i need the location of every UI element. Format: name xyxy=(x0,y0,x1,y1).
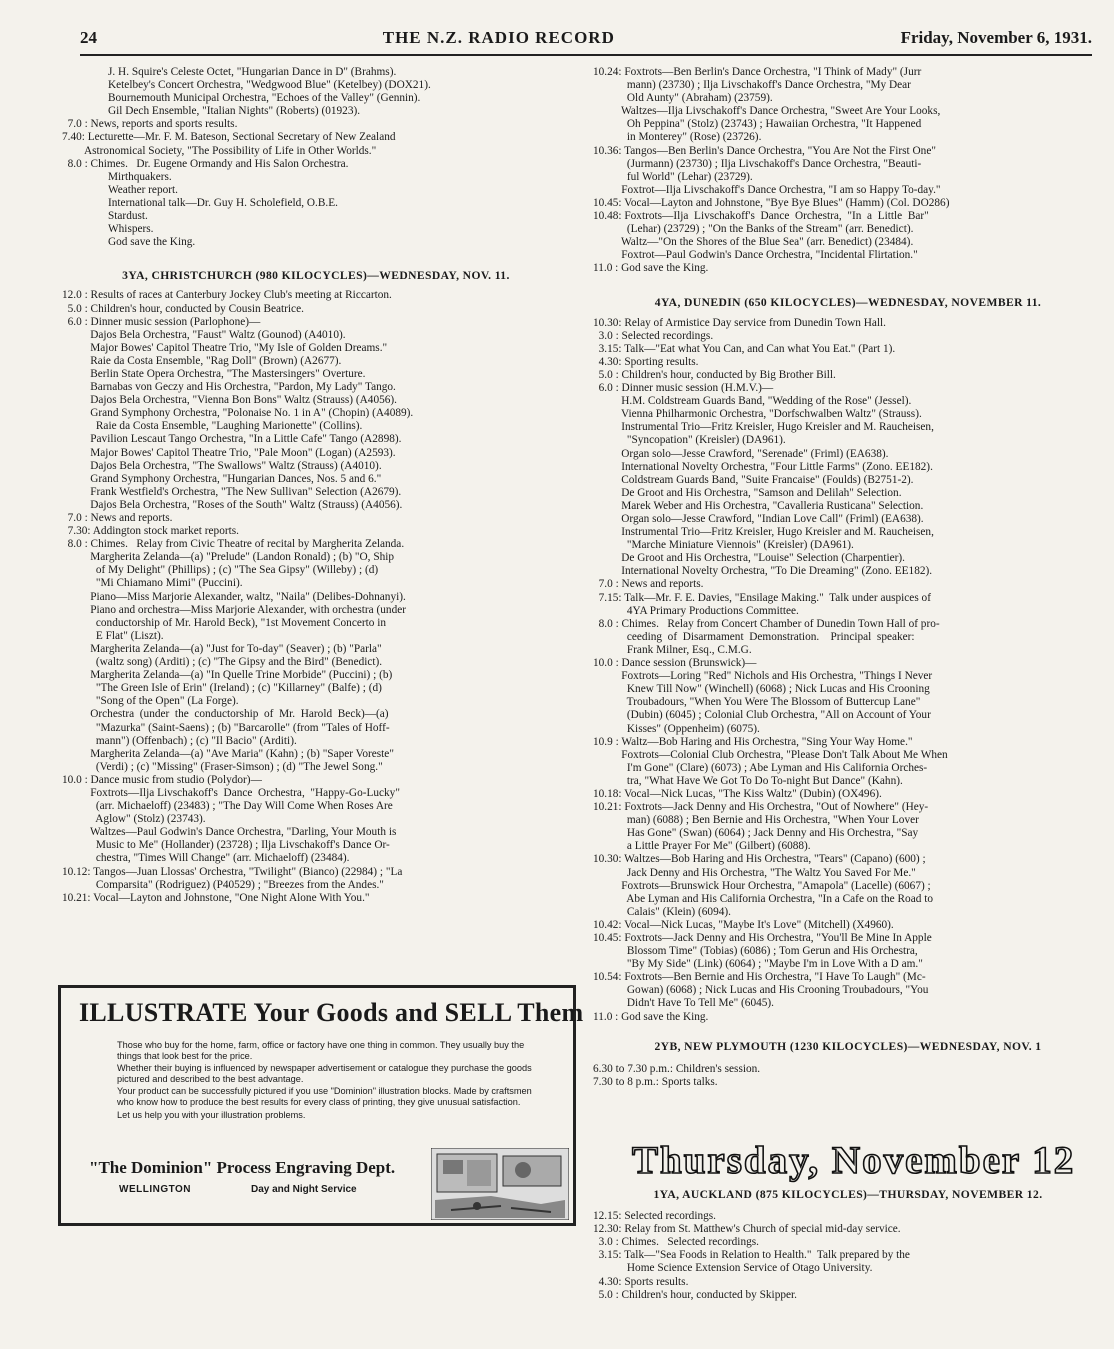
listing-line: (Dubin) (6045) ; Colonial Club Orchestra, "All on Account of Your xyxy=(593,709,931,722)
listing-line: 7.15: Talk—Mr. F. E. Davies, "Ensilage Making." Talk under auspices of xyxy=(593,591,931,604)
listing-line: 3.15: Talk—"Eat what You Can, and Can what You Eat." (Part 1). xyxy=(593,342,896,355)
listing-line: 10.21: Vocal—Layton and Johnstone, "One Night Alone With You." xyxy=(62,891,370,904)
ad-body xyxy=(117,1040,537,1122)
listing-line: 8.0 : Chimes. Relay from Civic Theatre of recital by Margherita Zelanda. xyxy=(62,538,405,551)
listing-3ya xyxy=(62,289,570,904)
listing-line: Abe Lyman and His California Orchestra, "In a Cafe on the Road to xyxy=(593,892,933,905)
listing-line: 12.0 : Results of races at Canterbury Jockey Club's meeting at Riccarton. xyxy=(62,289,392,302)
listing-line: 4.30: Sports results. xyxy=(593,1275,689,1288)
listing-line: Has Gone" (Swan) (6064) ; Jack Denny and His Orchestra, "Say xyxy=(593,827,919,840)
listing-line: Aglow" (Stolz) (23743). xyxy=(62,813,206,826)
listing-line: 8.0 : Chimes. Dr. Eugene Ormandy and His Salon Orchestra. xyxy=(62,157,349,170)
section-heading-4ya: 4YA, DUNEDIN (650 KILOCYCLES)—WEDNESDAY, NOVEMBER 11. xyxy=(654,295,1042,309)
engraving-illustration xyxy=(431,1148,569,1220)
listing-line: a Little Prayer For Me" (Gilbert) (6088). xyxy=(593,840,811,853)
day-heading: Thursday, November 12 xyxy=(632,1139,1076,1182)
listing-line: Piano—Miss Marjorie Alexander, waltz, "Naila" (Delibes-Dohnanyi). xyxy=(62,590,406,603)
listing-line: Orchestra (under the conductorship of Mr. Harold Beck)—(a) xyxy=(62,708,389,721)
listing-line: Marek Weber and His Orchestra, "Cavalleria Rusticana" Selection. xyxy=(593,499,924,512)
listing-line: 10.9 : Waltz—Bob Haring and His Orchestra, "Sing Your Way Home." xyxy=(593,735,913,748)
listing-line: "Song of the Open" (La Forge). xyxy=(62,695,239,708)
listing-line: "Mi Chiamano Mimi" (Puccini). xyxy=(62,577,243,590)
listing-line: Gowan) (6068) ; Nick Lucas and His Crooning Troubadours, "You xyxy=(593,984,929,997)
listing-line: Barnabas von Geczy and His Orchestra, "Pardon, My Lady" Tango. xyxy=(62,381,396,394)
listing-line: Frank Westfield's Orchestra, "The New Sullivan" Selection (A2679). xyxy=(62,485,402,498)
listing-line: 10.45: Foxtrots—Jack Denny and His Orchestra, "You'll Be Mine In Apple xyxy=(593,932,932,944)
ad-company: "The Dominion" Process Engraving Dept. xyxy=(89,1158,396,1177)
listing-line: E Flat" (Liszt). xyxy=(62,629,164,642)
listing-line: Blossom Time" (Tobias) (6086) ; Tom Gerun and His Orchestra, xyxy=(593,945,918,958)
listing-line: 5.0 : Children's hour, conducted by Cousin Beatrice. xyxy=(62,302,304,315)
listing-line: 12.15: Selected recordings. xyxy=(593,1210,716,1223)
listing-line: (waltz song) (Arditi) ; (c) "The Gipsy and the Bird" (Benedict). xyxy=(62,656,383,669)
listing-line: 10.30: Relay of Armistice Day service from Dunedin Town Hall. xyxy=(593,316,886,329)
listing-line: Stardust. xyxy=(108,210,148,223)
page-header xyxy=(80,28,1092,54)
listing-line: Oh Peppina" (Stolz) (23743) ; Hawaiian Orchestra, "It Happened xyxy=(593,118,922,131)
listing-line: Troubadours, "When You Were The Blossom of Buttercup Lane" xyxy=(593,696,921,709)
listing-line: 7.40: Lecturette—Mr. F. M. Bateson, Sectional Secretary of New Zealand xyxy=(62,131,396,144)
listing-line: man) (6088) ; Ben Bernie and His Orchestra, "When Your Lover xyxy=(593,814,919,827)
listing-line: 11.0 : God save the King. xyxy=(593,1010,709,1023)
listing-line: 4YA Primary Productions Committee. xyxy=(593,604,799,617)
listing-line: 10.18: Vocal—Nick Lucas, "The Kiss Waltz" (Dubin) (OX496). xyxy=(593,787,882,800)
listing-line: 6.30 to 7.30 p.m.: Children's session. xyxy=(593,1062,761,1075)
listing-line: (arr. Michaeloff) (23483) ; "The Day Will Come When Roses Are xyxy=(62,800,393,813)
listing-line: 10.48: Foxtrots—Ilja Livschakoff's Dance Orchestra, "In a Little Bar" xyxy=(593,210,929,223)
listing-1ya xyxy=(593,1210,1103,1302)
listing-line: Weather report. xyxy=(108,183,178,196)
listing-line: Margherita Zelanda—(a) "Prelude" (Landon Ronald) ; (b) "O, Ship xyxy=(62,551,395,564)
listing-line: Foxtrot—Ilja Livschakoff's Dance Orchestra, "I am so Happy To-day." xyxy=(593,183,941,196)
listing-line: Comparsita" (Rodriguez) (P40529) ; "Breezes from the Andes." xyxy=(62,878,384,891)
listing-line: ceeding of Disarmament Demonstration. Principal speaker: xyxy=(593,630,915,643)
listing-line: 7.0 : News and reports. xyxy=(593,578,704,591)
listing-line: Dajos Bela Orchestra, "The Swallows" Waltz (Strauss) (A4010). xyxy=(62,459,382,472)
listing-line: Ketelbey's Concert Orchestra, "Wedgwood Blue" (Ketelbey) (DOX21). xyxy=(108,79,431,92)
listing-line: in Monterey" (Rose) (23726). xyxy=(593,131,762,144)
listing-line: of My Delight" (Phillips) ; (c) "The Sea Gipsy" (Willeby) ; (d) xyxy=(62,564,379,577)
listing-line: Didn't Have To Tell Me" (6045). xyxy=(593,997,774,1010)
listing-line: Grand Symphony Orchestra, "Polonaise No. 1 in A" (Chopin) (A4089). xyxy=(62,407,414,420)
listing-line: "The Green Isle of Erin" (Ireland) ; (c) "Killarney" (Balfe) ; (d) xyxy=(62,682,382,695)
listing-line: 5.0 : Children's hour, conducted by Skipper. xyxy=(593,1288,797,1301)
listing-line: Foxtrots—Ilja Livschakoff's Dance Orchestra, "Happy-Go-Lucky" xyxy=(62,786,400,799)
issue-date: Friday, November 6, 1931. xyxy=(900,28,1092,47)
listing-line: 3.0 : Selected recordings. xyxy=(593,329,714,342)
listing-line: 5.0 : Children's hour, conducted by Big Brother Bill. xyxy=(593,368,836,381)
listing-line: 7.0 : News, reports and sports results. xyxy=(62,118,238,131)
listing-line: 10.42: Vocal—Nick Lucas, "Maybe It's Love" (Mitchell) (X4960). xyxy=(593,918,894,931)
listing-line: Raie da Costa Ensemble, "Laughing Marionette" (Collins). xyxy=(62,420,363,433)
listing-line: 10.21: Foxtrots—Jack Denny and His Orchestra, "Out of Nowhere" (Hey- xyxy=(593,801,929,814)
listing-line: Calais" (Klein) (6094). xyxy=(593,905,731,918)
ad-paragraph: Whether their buying is influenced by newspaper advertisement or catalogue they purchase the goods pictured and described to the best advantage. xyxy=(117,1063,532,1084)
listing-line: Dajos Bela Orchestra, "Roses of the South" Waltz (Strauss) (A4056). xyxy=(62,498,403,511)
listing-line: Raie da Costa Ensemble, "Rag Doll" (Brown) (A2677). xyxy=(62,354,342,367)
listing-4ya xyxy=(593,317,1103,1024)
listing-line: Pavilion Lescaut Tango Orchestra, "In a Little Cafe" Tango (A2898). xyxy=(62,433,402,446)
listing-line: "Marche Miniature Viennois" (Kreisler) (DA961). xyxy=(593,539,854,552)
right-column xyxy=(593,66,1103,1089)
listing-line: mann") (Offenbach) ; (c) "Il Bacio" (Arditi). xyxy=(62,734,297,747)
listing-line: Gil Dech Ensemble, "Italian Nights" (Roberts) (01923). xyxy=(108,105,361,118)
publication-title: THE N.Z. RADIO RECORD xyxy=(382,28,615,47)
listing-line: God save the King. xyxy=(108,236,196,249)
ad-city: WELLINGTON xyxy=(119,1184,192,1195)
listing-line: Astronomical Society, "The Possibility of Life in Other Worlds." xyxy=(62,144,377,157)
listing-line: Dajos Bela Orchestra, "Faust" Waltz (Gounod) (A4010). xyxy=(62,328,346,341)
listing-line: Major Bowes' Capitol Theatre Trio, "My Isle of Golden Dreams." xyxy=(62,341,388,354)
listing-line: Foxtrots—Loring "Red" Nichols and His Orchestra, "Things I Never xyxy=(593,670,933,683)
right-bottom-column xyxy=(593,1188,1103,1302)
section-heading-1ya: 1YA, AUCKLAND (875 KILOCYCLES)—THURSDAY, NOVEMBER 12. xyxy=(653,1188,1043,1201)
ad-paragraph: Your product can be successfully pictured if you use "Dominion" illustration blocks. Made by craftsmen who know how to produce the best results for every class of printing, they give unusual satisfaction. xyxy=(117,1086,532,1107)
listing-line: Instrumental Trio—Fritz Kreisler, Hugo Kreisler and M. Raucheisen, xyxy=(593,421,934,434)
listing-line: Frank Milner, Esq., C.M.G. xyxy=(593,643,752,656)
listing-line: 8.0 : Chimes. Relay from Concert Chamber of Dunedin Town Hall of pro- xyxy=(593,617,940,630)
section-heading-2yb: 2YB, NEW PLYMOUTH (1230 KILOCYCLES)—WEDNESDAY, NOV. 1 xyxy=(654,1039,1042,1053)
listing-2yb xyxy=(593,1063,1103,1089)
listing-line: (Jurmann) (23730) ; Ilja Livschakoff's Dance Orchestra, "Beauti- xyxy=(593,157,922,170)
listing-line: Coldstream Guards Band, "Suite Francaise" (Foulds) (B2751-2). xyxy=(593,473,914,486)
listing-line: Home Science Extension Service of Otago University. xyxy=(593,1262,873,1275)
page-number: 24 xyxy=(80,28,97,47)
listing-line: Foxtrot—Paul Godwin's Dance Orchestra, "Incidental Flirtation." xyxy=(593,249,918,262)
left-top-listing xyxy=(62,66,570,249)
listing-line: conductorship of Mr. Harold Beck), "1st Movement Concerto in xyxy=(62,616,387,629)
listing-line: Old Aunty" (Abraham) (23759). xyxy=(593,92,773,105)
listing-line: 6.0 : Dinner music session (Parlophone)— xyxy=(62,315,261,328)
listing-line: Waltzes—Paul Godwin's Dance Orchestra, "Darling, Your Mouth is xyxy=(62,826,397,839)
listing-line: Grand Symphony Orchestra, "Hungarian Dances, Nos. 5 and 6." xyxy=(62,472,382,485)
header-rule xyxy=(80,54,1092,56)
section-heading-3ya: 3YA, CHRISTCHURCH (980 KILOCYCLES)—WEDNESDAY, NOV. 11. xyxy=(122,269,510,283)
listing-line: Knew Till Now" (Winchell) (6068) ; Nick Lucas and His Crooning xyxy=(593,683,930,696)
listing-line: 12.30: Relay from St. Matthew's Church of special mid-day service. xyxy=(593,1223,901,1236)
listing-line: "Mazurka" (Saint-Saens) ; (b) "Barcarolle" (from "Tales of Hoff- xyxy=(62,721,390,734)
listing-line: mann) (23730) ; Ilja Livschakoff's Dance Orchestra, "My Dear xyxy=(593,79,911,92)
listing-line: 10.0 : Dance music from studio (Polydor)— xyxy=(62,773,262,786)
listing-line: Berlin State Opera Orchestra, "The Mastersingers" Overture. xyxy=(62,367,366,380)
listing-line: Organ solo—Jesse Crawford, "Serenade" (Friml) (EA638). xyxy=(593,447,889,460)
listing-line: International talk—Dr. Guy H. Scholefield, O.B.E. xyxy=(108,196,338,209)
listing-line: Margherita Zelanda—(a) "In Quelle Trine Morbide" (Puccini) ; (b) xyxy=(62,669,393,682)
advertisement-box xyxy=(58,985,584,1226)
listing-line: 10.45: Vocal—Layton and Johnstone, "Bye Bye Blues" (Hamm) (Col. DO286) xyxy=(593,196,950,209)
listing-line: 10.54: Foxtrots—Ben Bernie and His Orchestra, "I Have To Laugh" (Mc- xyxy=(593,971,926,984)
listing-line: Waltz—"On the Shores of the Blue Sea" (arr. Benedict) (23484). xyxy=(593,236,914,249)
listing-line: De Groot and His Orchestra, "Louise" Selection (Charpentier). xyxy=(593,552,905,565)
listing-line: "Syncopation" (Kreisler) (DA961). xyxy=(593,434,786,447)
listing-line: 7.30 to 8 p.m.: Sports talks. xyxy=(593,1075,718,1088)
listing-line: Organ solo—Jesse Crawford, "Indian Love Call" (Friml) (EA638). xyxy=(593,513,924,525)
listing-line: H.M. Coldstream Guards Band, "Wedding of the Rose" (Jessel). xyxy=(593,395,912,408)
listing-line: 11.0 : God save the King. xyxy=(593,262,709,275)
listing-line: Waltzes—Ilja Livschakoff's Dance Orchestra, "Sweet Are Your Looks, xyxy=(593,105,941,118)
listing-line: Kisses" (Oppenheim) (6075). xyxy=(593,722,760,735)
listing-line: 3.15: Talk—"Sea Foods in Relation to Health." Talk prepared by the xyxy=(593,1249,910,1262)
listing-line: chestra, "Times Will Change" (arr. Michaeloff) (23484). xyxy=(62,852,350,865)
listing-line: 7.0 : News and reports. xyxy=(62,512,173,524)
listing-line: 10.36: Tangos—Ben Berlin's Dance Orchestra, "You Are Not the First One" xyxy=(593,144,936,157)
listing-line: Foxtrots—Brunswick Hour Orchestra, "Amapola" (Lacelle) (6067) ; xyxy=(593,879,931,892)
listing-line: Foxtrots—Colonial Club Orchestra, "Please Don't Talk About Me When xyxy=(593,748,948,761)
listing-line: "By My Side" (Link) (6064) ; "Maybe I'm in Love With a D am." xyxy=(593,958,923,971)
listing-line: J. H. Squire's Celeste Octet, "Hungarian Dance in D" (Brahms). xyxy=(108,66,397,78)
listing-line: 10.12: Tangos—Juan Llossas' Orchestra, "Twilight" (Bianco) (22984) ; "La xyxy=(62,865,403,878)
left-column xyxy=(62,66,570,905)
listing-line: 10.30: Waltzes—Bob Haring and His Orchestra, "Tears" (Capano) (600) ; xyxy=(593,853,926,866)
listing-line: 3.0 : Chimes. Selected recordings. xyxy=(593,1236,759,1249)
listing-line: ful World" (Lehar) (23729). xyxy=(593,170,753,183)
listing-line: Mirthquakers. xyxy=(108,170,172,183)
listing-line: (Verdi) ; (c) "Missing" (Fraser-Simson) ; (d) "The Jewel Song." xyxy=(62,760,383,773)
listing-line: 4.30: Sporting results. xyxy=(593,355,699,368)
listing-line: International Novelty Orchestra, "To Die Dreaming" (Zono. EE182). xyxy=(593,565,933,578)
ad-headline: ILLUSTRATE Your Goods and SELL Them xyxy=(79,998,584,1027)
listing-line: Margherita Zelanda—(a) "Just for To-day" (Seaver) ; (b) "Parla" xyxy=(62,642,382,655)
listing-line: Jack Denny and His Orchestra, "The Waltz You Saved For Me." xyxy=(593,866,916,879)
listing-line: I'm Gone" (Clare) (6073) ; Abe Lyman and His California Orches- xyxy=(593,761,928,774)
ad-service: Day and Night Service xyxy=(251,1184,357,1195)
listing-line: 7.30: Addington stock market reports. xyxy=(62,525,239,538)
listing-line: 10.0 : Dance session (Brunswick)— xyxy=(593,657,757,670)
listing-line: De Groot and His Orchestra, "Samson and Delilah" Selection. xyxy=(593,486,902,499)
listing-line: Dajos Bela Orchestra, "Vienna Bon Bons" Waltz (Strauss) (A4056). xyxy=(62,394,397,407)
listing-line: 6.0 : Dinner music session (H.M.V.)— xyxy=(593,382,774,395)
listing-line: Whispers. xyxy=(108,223,154,236)
listing-line: Major Bowes' Capitol Theatre Trio, "Pale Moon" (Logan) (A2593). xyxy=(62,446,396,459)
listing-line: Vienna Philharmonic Orchestra, "Dorfschwalben Waltz" (Strauss). xyxy=(593,408,922,421)
ad-paragraph: Let us help you with your illustration problems. xyxy=(117,1109,306,1120)
listing-line: Piano and orchestra—Miss Marjorie Alexander, with orchestra (under xyxy=(62,603,407,616)
right-top-listing xyxy=(593,66,1103,276)
listing-line: 10.24: Foxtrots—Ben Berlin's Dance Orchestra, "I Think of Mady" (Jurr xyxy=(593,66,922,78)
listing-line: tra, "What Have We Got To Do To-night But Dance" (Kahn). xyxy=(593,774,903,787)
listing-line: Instrumental Trio—Fritz Kreisler, Hugo Kreisler and M. Raucheisen, xyxy=(593,526,934,539)
listing-line: Margherita Zelanda—(a) "Ave Maria" (Kahn) ; (b) "Saper Voreste" xyxy=(62,747,394,760)
listing-line: (Lehar) (23729) ; "On the Banks of the Stream" (arr. Benedict). xyxy=(593,223,914,236)
listing-line: Bournemouth Municipal Orchestra, "Echoes of the Valley" (Gennin). xyxy=(108,92,421,105)
listing-line: International Novelty Orchestra, "Four Little Farms" (Zono. EE182). xyxy=(593,460,933,473)
ad-paragraph: Those who buy for the home, farm, office or factory have one thing in common. They usually buy the things that look best for the price. xyxy=(117,1040,525,1061)
listing-line: Music to Me" (Hollander) (23728) ; Ilja Livschakoff's Dance Or- xyxy=(62,839,390,852)
